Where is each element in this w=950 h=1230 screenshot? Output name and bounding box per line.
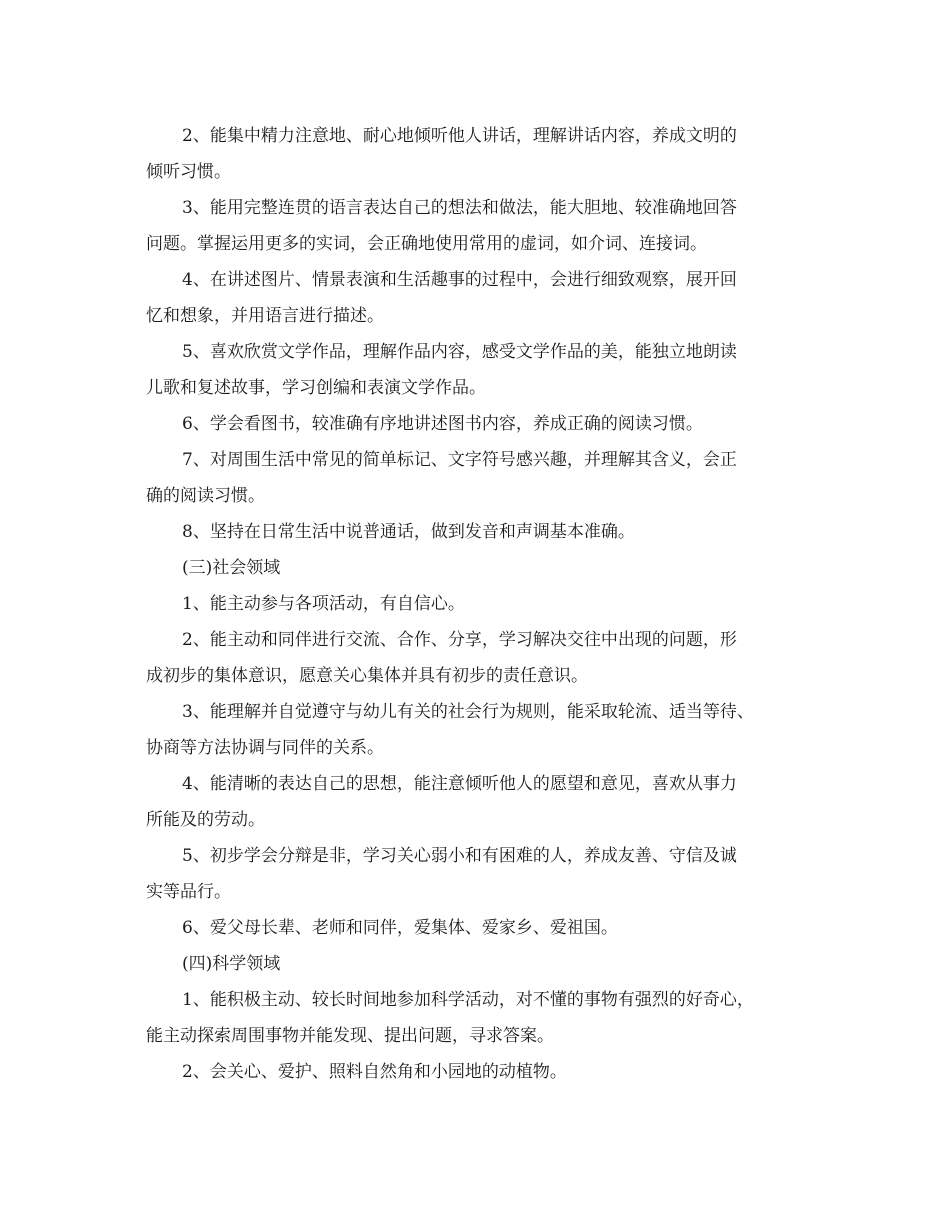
paragraph-line: 1、能积极主动、较长时间地参加科学活动，对不懂的事物有强烈的好奇心， [182,990,754,1010]
paragraph-expression [146,190,806,262]
paragraph-line: 忆和想象，并用语言进行描述。 [146,306,384,326]
paragraph-line: 7、对周围生活中常见的简单标记、文字符号感兴趣，并理解其含义，会正 [182,450,737,470]
paragraph-line: 2、会关心、爱护、照料自然角和小园地的动植物。 [182,1062,567,1082]
paragraph-science-2 [146,1054,806,1090]
paragraph-line: 实等品行。 [146,882,231,902]
paragraph-line: 8、坚持在日常生活中说普通话，做到发音和声调基本准确。 [182,522,635,542]
section-heading-science [146,946,806,982]
paragraph-mandarin [146,514,806,550]
paragraph-social-3 [146,694,806,766]
paragraph-listening-habit [146,118,806,190]
paragraph-line: 协商等方法协调与同伴的关系。 [146,738,384,758]
paragraph-social-6 [146,910,806,946]
paragraph-reading [146,406,806,442]
paragraph-social-5 [146,838,806,910]
paragraph-line: 5、初步学会分辩是非，学习关心弱小和有困难的人，养成友善、守信及诚 [182,846,737,866]
paragraph-social-2 [146,622,806,694]
paragraph-line: 确的阅读习惯。 [146,486,265,506]
paragraph-social-1 [146,586,806,622]
paragraph-line: 儿歌和复述故事，学习创编和表演文学作品。 [146,378,486,398]
paragraph-line: 成初步的集体意识，愿意关心集体并具有初步的责任意识。 [146,666,588,686]
section-heading-text: (三)社会领域 [182,558,281,578]
paragraph-line: 6、学会看图书，较准确有序地讲述图书内容，养成正确的阅读习惯。 [182,414,703,434]
paragraph-line: 所能及的劳动。 [146,810,265,830]
paragraph-symbols [146,442,806,514]
paragraph-line: 3、能理解并自觉遵守与幼儿有关的社会行为规则，能采取轮流、适当等待、 [182,702,754,722]
paragraph-line: 问题。掌握运用更多的实词，会正确地使用常用的虚词，如介词、连接词。 [146,234,707,254]
paragraph-line: 2、能主动和同伴进行交流、合作、分享，学习解决交往中出现的问题，形 [182,630,737,650]
paragraph-line: 3、能用完整连贯的语言表达自己的想法和做法，能大胆地、较准确地回答 [182,198,737,218]
paragraph-line: 6、爱父母长辈、老师和同伴，爱集体、爱家乡、爱祖国。 [182,918,618,938]
paragraph-line: 4、在讲述图片、情景表演和生活趣事的过程中，会进行细致观察，展开回 [182,270,737,290]
paragraph-line: 5、喜欢欣赏文学作品，理解作品内容，感受文学作品的美，能独立地朗读 [182,342,737,362]
paragraph-line: 2、能集中精力注意地、耐心地倾听他人讲话，理解讲话内容，养成文明的 [182,126,737,146]
paragraph-line: 1、能主动参与各项活动，有自信心。 [182,594,465,614]
paragraph-science-1 [146,982,806,1054]
paragraph-observation [146,262,806,334]
paragraph-line: 能主动探索周围事物并能发现、提出问题，寻求答案。 [146,1026,554,1046]
section-heading-text: (四)科学领域 [182,954,281,974]
paragraph-line: 4、能清晰的表达自己的思想，能注意倾听他人的愿望和意见，喜欢从事力 [182,774,737,794]
paragraph-literature [146,334,806,406]
paragraph-social-4 [146,766,806,838]
section-heading-social [146,550,806,586]
paragraph-line: 倾听习惯。 [146,162,231,182]
document-body [146,118,806,1090]
